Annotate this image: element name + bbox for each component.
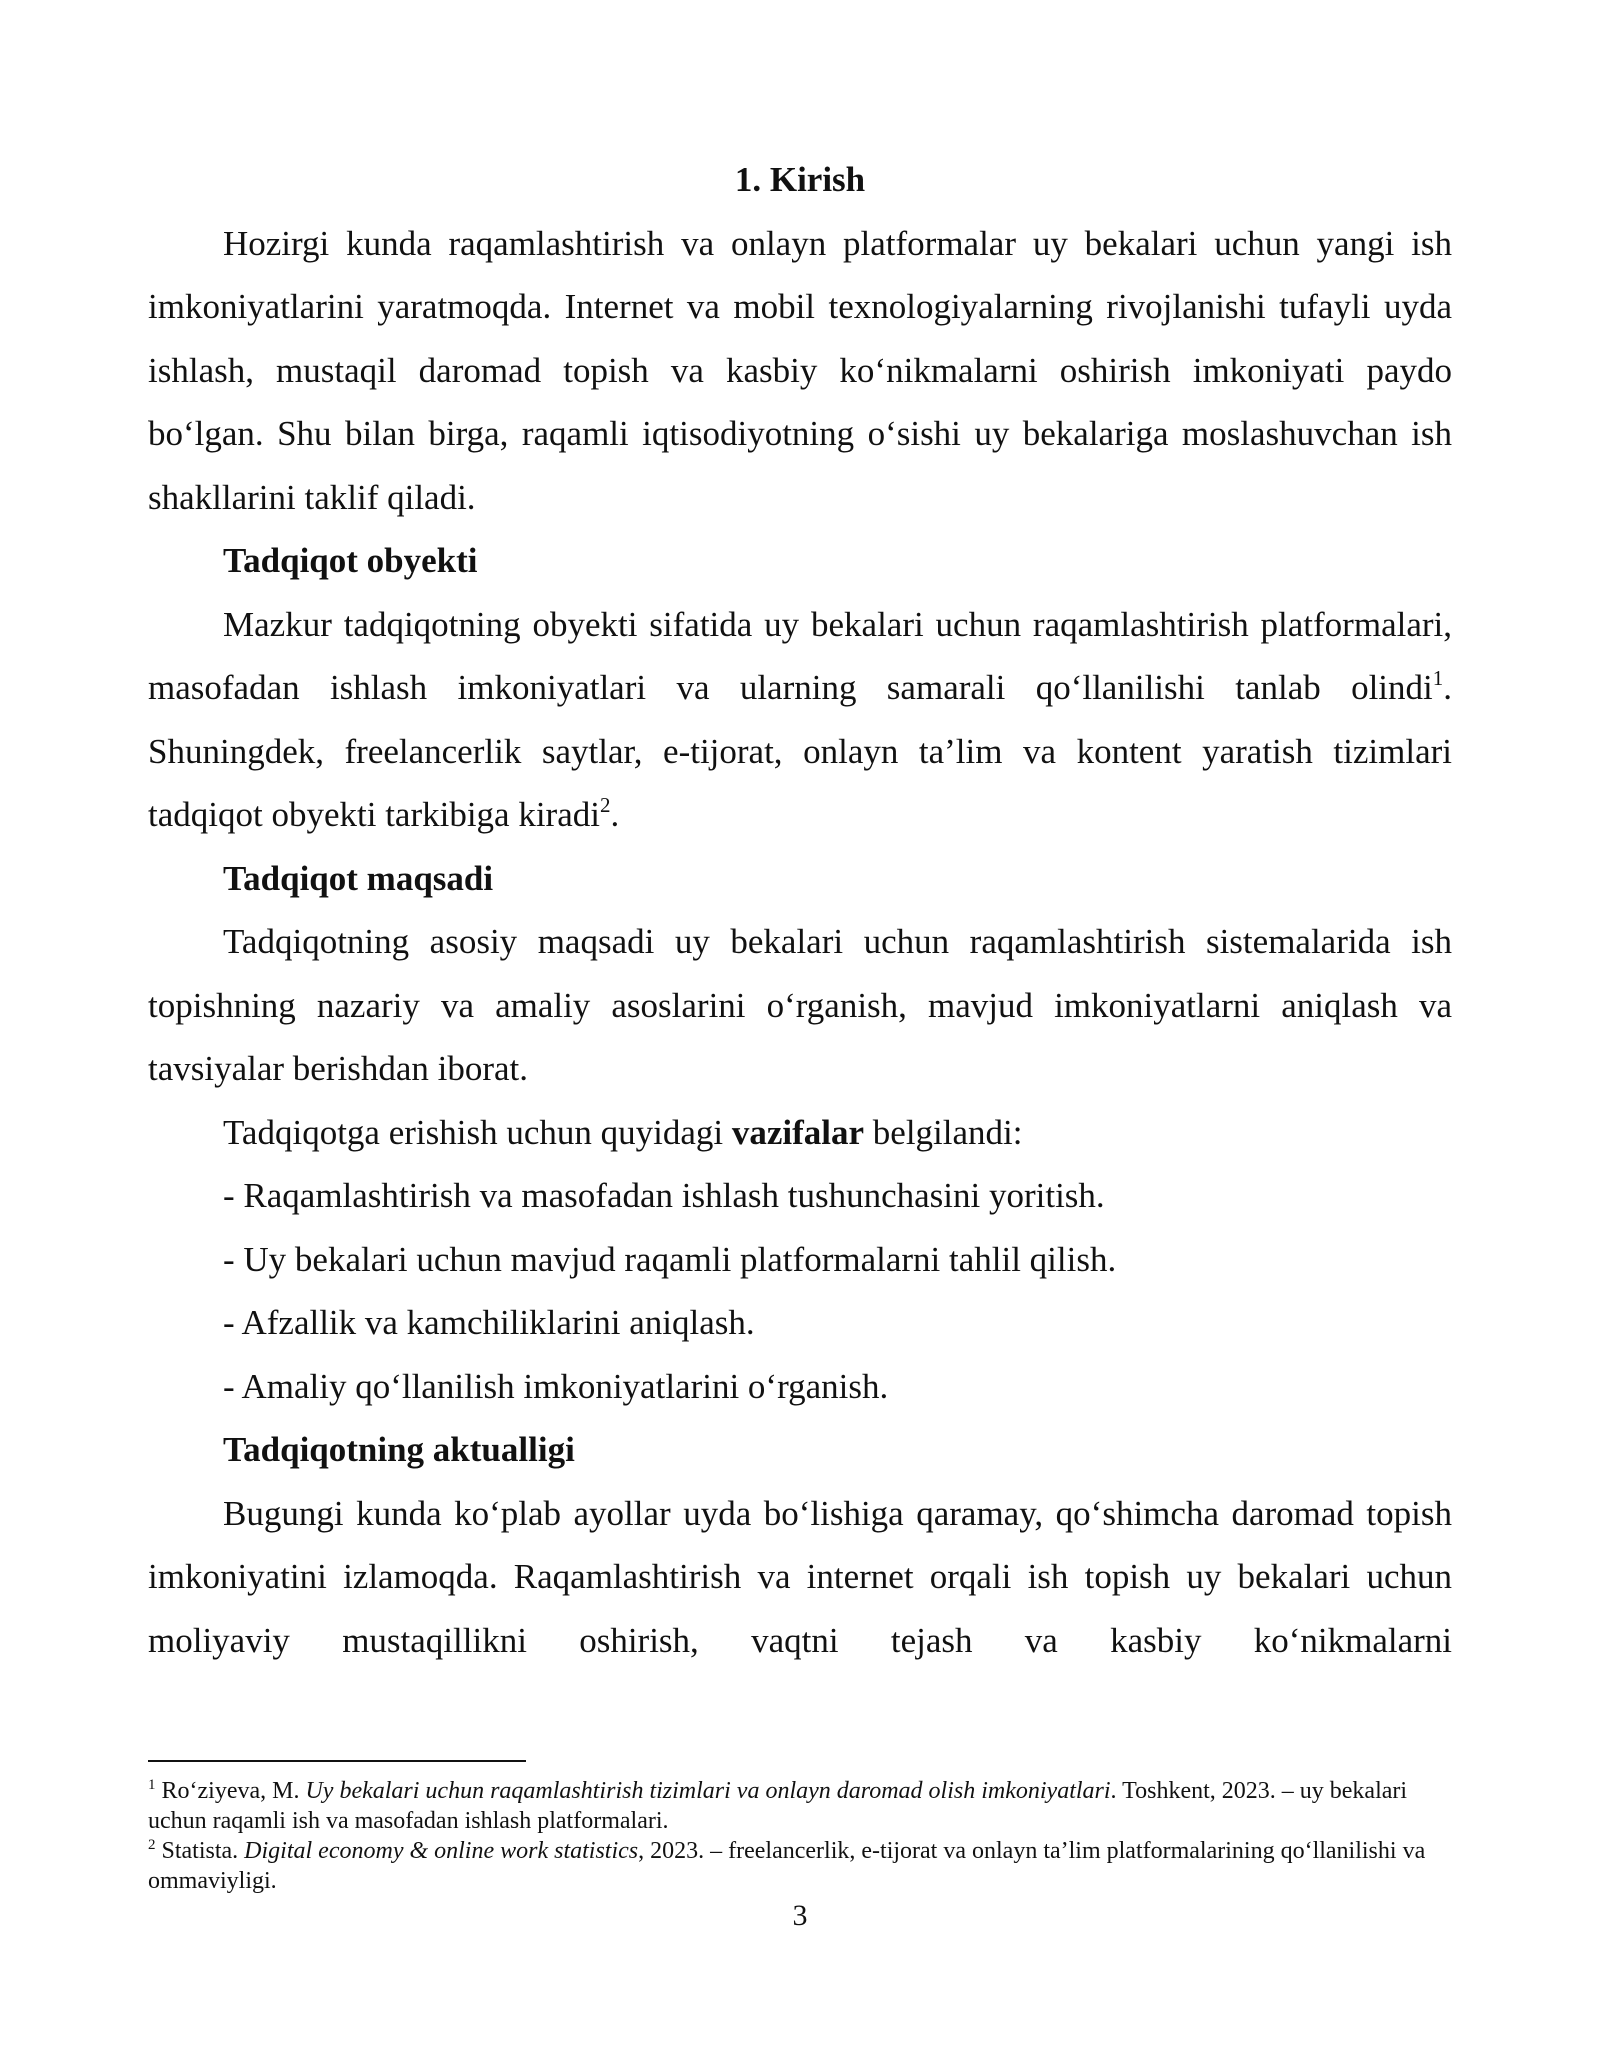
object-text-part3: . (610, 795, 620, 834)
section-title: 1. Kirish (734, 160, 866, 199)
goal-paragraph: Tadqiqotning asosiy maqsadi uy bekalari uchun raqamlashtirish sistemalarida ish topishning nazariy va amaliy asoslarini o‘rganish, mavjud imkoniyatlarni aniqlash va tavsiyalar berishdan iborat. (148, 922, 1452, 1088)
footnote-text-after: . Toshkent, 2023. – uy bekalari uchun raqamli ish va masofadan ishlash platformalari. (148, 1778, 1408, 1834)
footnote-1 (148, 1776, 1452, 1836)
footnote-text-before: Statista. (155, 1838, 245, 1864)
tasks-intro-bold: vazifalar (731, 1112, 865, 1152)
tasks-intro-before: Tadqiqotga erishish uchun quyidagi (223, 1112, 732, 1152)
footnotes (148, 1776, 1452, 1896)
footnote-ref-2[interactable]: 2 (599, 793, 611, 817)
page-number: 3 (792, 1899, 808, 1932)
relevance-paragraph: Bugungi kunda ko‘plab ayollar uyda bo‘lishiga qaramay, qo‘shimcha daromad topish imkoniyatini izlamoqda. Raqamlashtirish va internet orqali ish topish uy bekalari uchun moliyaviy mustaqillikni oshirish, vaqtni tejash va kasbiy ko‘nikmalarni (148, 1493, 1452, 1660)
intro-paragraph: Hozirgi kunda raqamlashtirish va onlayn platformalar uy bekalari uchun yangi ish imkoniyatlarini yaratmoqda. Internet va mobil texnologiyalarning rivojlanishi tufayli uyda ishlash, mustaqil daromad topish va kasbiy ko‘nikmalarni oshirish imkoniyati paydo bo‘lgan. Shu bilan birga, raqamli iqtisodiyotning o‘sishi uy bekalariga moslashuvchan ish shakllarini taklif qiladi. (148, 223, 1452, 517)
footnote-number: 2 (148, 1837, 156, 1853)
footnote-title: Digital economy & online work statistics (244, 1838, 639, 1864)
list-item: - Amaliy qo‘llanilish imkoniyatlarini o‘rganish. (223, 1366, 889, 1406)
footnote-text-after: , 2023. – freelancerlik, e-tijorat va onlayn ta’lim platformalarining qo‘llanilishi va ommaviyligi. (148, 1838, 1426, 1894)
footnote-number: 1 (148, 1777, 156, 1793)
goal-heading: Tadqiqot maqsadi (223, 858, 494, 898)
relevance-heading: Tadqiqotning aktualligi (223, 1430, 575, 1469)
footnote-separator (148, 1760, 526, 1762)
object-paragraph (148, 593, 1452, 847)
list-item: - Raqamlashtirish va masofadan ishlash tushunchasini yoritish. (223, 1176, 1105, 1215)
list-item: - Afzallik va kamchiliklarini aniqlash. (223, 1303, 755, 1342)
footnote-2 (148, 1836, 1452, 1896)
body-text (148, 148, 1452, 1672)
object-heading: Tadqiqot obyekti (223, 541, 478, 580)
footnote-title: Uy bekalari uchun raqamlashtirish tizimlari va onlayn daromad olish imkoniyatlari (305, 1778, 1111, 1804)
object-text-part1: Mazkur tadqiqotning obyekti sifatida uy bekalari uchun raqamlashtirish platformalari, masofadan ishlash imkoniyatlari va ularning samarali qo‘llanilishi tanlab olindi (148, 604, 1452, 707)
footnote-text-before: Ro‘ziyeva, M. (155, 1778, 306, 1804)
tasks-intro (148, 1101, 1452, 1165)
object-text-part2: . Shuningdek, freelancerlik saytlar, e-tijorat, onlayn ta’lim va kontent yaratish tizimlari tadqiqot obyekti tarkibiga kiradi (148, 668, 1452, 834)
tasks-intro-after: belgilandi: (864, 1112, 1023, 1152)
footnote-ref-1[interactable]: 1 (1432, 666, 1444, 690)
list-item: - Uy bekalari uchun mavjud raqamli platformalarni tahlil qilish. (223, 1239, 1117, 1279)
